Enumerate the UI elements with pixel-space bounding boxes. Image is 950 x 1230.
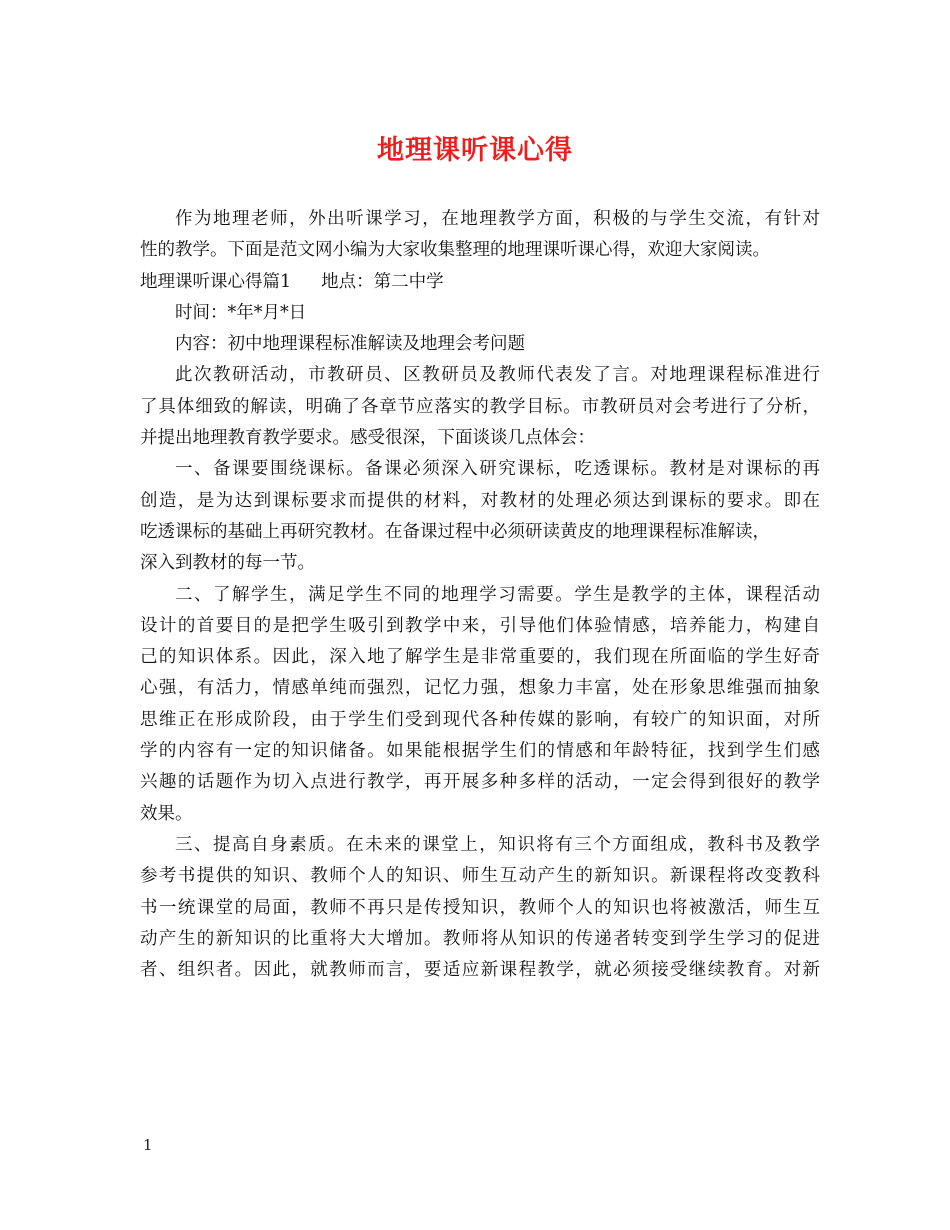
para-two-line-1: 二、了解学生，满足学生不同的地理学习需要。学生是教学的主体，课程活动 — [175, 584, 820, 605]
para-one-line-3: 吃透课标的基础上再研究教材。在备课过程中必须研读黄皮的地理课程标准解读， — [140, 521, 770, 542]
para-one-line-1: 一、备课要围绕课标。备课必须深入研究课标，吃透课标。教材是对课标的再 — [175, 459, 820, 480]
document-body — [140, 204, 820, 986]
para-three-line-5: 者、组织者。因此，就教师而言，要适应新课程教学，就必须接受继续教育。对新 — [140, 960, 820, 981]
para-two-line-3: 己的知识体系。因此，深入地了解学生是非常重要的，我们现在所面临的学生好奇 — [140, 647, 820, 668]
para-intro-line-2: 了具体细致的解读，明确了各章节应落实的教学目标。市教研员对会考进行了分析， — [140, 396, 820, 417]
intro-line-2: 性的教学。下面是范文网小编为大家收集整理的地理课听课心得，欢迎大家阅读。 — [140, 240, 770, 261]
para-one-line-2: 创造，是为达到课标要求而提供的材料，对教材的处理必须达到课标的要求。即在 — [140, 490, 820, 511]
intro-line-1: 作为地理老师，外出听课学习，在地理教学方面，积极的与学生交流，有针对 — [175, 209, 820, 229]
para-three-line-2: 参考书提供的知识、教师个人的知识、师生互动产生的新知识。新课程将改变教科 — [140, 866, 820, 887]
para-intro-line-3: 并提出地理教育教学要求。感受很深，下面谈谈几点体会： — [140, 428, 595, 449]
para-one-line-4: 深入到教材的每一节。 — [140, 553, 315, 574]
para-two-line-7: 兴趣的话题作为切入点进行教学，再开展多种多样的活动，一定会得到很好的教学 — [140, 772, 820, 793]
para-three-line-4: 动产生的新知识的比重将大大增加。教师将从知识的传递者转变到学生学习的促进 — [140, 928, 820, 949]
article-heading: 地理课听课心得篇1 — [140, 271, 292, 292]
para-two-line-8: 效果。 — [140, 803, 193, 824]
para-two-line-2: 设计的首要目的是把学生吸引到教学中来，引导他们体验情感，培养能力，构建自 — [140, 615, 820, 636]
para-three-line-1: 三、提高自身素质。在未来的课堂上，知识将有三个方面组成，教科书及教学 — [175, 834, 820, 855]
document-title: 地理课听课心得 — [377, 135, 573, 166]
para-three-line-3: 书一统课堂的局面，教师不再只是传授知识，教师个人的知识也将被激活，师生互 — [140, 897, 820, 918]
para-two-line-5: 思维正在形成阶段，由于学生们受到现代各种传媒的影响，有较广的知识面，对所 — [140, 709, 820, 730]
time-text: 时间：*年*月*日 — [175, 302, 307, 323]
article-heading-line — [140, 267, 820, 298]
location-text: 地点：第二中学 — [321, 271, 444, 292]
para-two-line-6: 学的内容有一定的知识储备。如果能根据学生们的情感和年龄特征，找到学生们感 — [140, 741, 820, 762]
topic-text: 内容：初中地理课程标准解读及地理会考问题 — [175, 334, 525, 355]
para-intro-line-1: 此次教研活动，市教研员、区教研员及教师代表发了言。对地理课程标准进行 — [175, 365, 820, 386]
para-two-line-4: 心强，有活力，情感单纯而强烈，记忆力强，想象力丰富，处在形象思维强而抽象 — [140, 678, 820, 699]
page-number: 1 — [143, 1136, 153, 1154]
